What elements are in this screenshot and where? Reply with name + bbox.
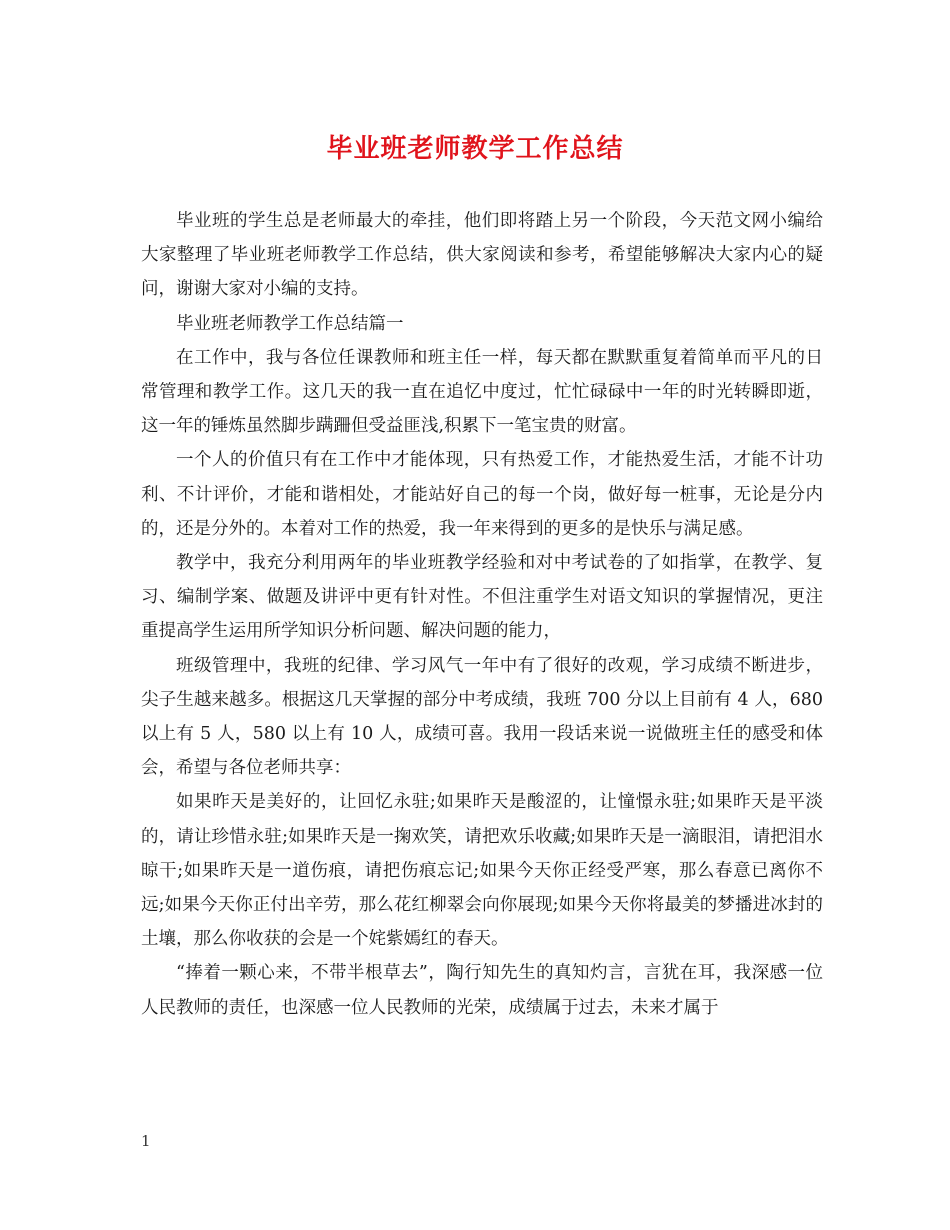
paragraph-intro: 毕业班的学生总是老师最大的牵挂，他们即将踏上另一个阶段，今天范文网小编给大家整理了毕业班老师教学工作总结，供大家阅读和参考，希望能够解决大家内心的疑问，谢谢大家对小编的支持。 bbox=[141, 211, 823, 300]
paragraph-class-management: 班级管理中，我班的纪律、学习风气一年中有了很好的改观，学习成绩不断进步，尖子生越来越多。根据这几天掌握的部分中考成绩，我班 700 分以上目前有 4 人，680 以上有 5 人，580 以上有 10 人，成绩可喜。我用一段话来说一说做班主任的感受和体会，希望与各位老师共享： bbox=[141, 655, 823, 779]
page-number: 1 bbox=[141, 1132, 151, 1150]
paragraph-value: 一个人的价值只有在工作中才能体现，只有热爱工作，才能热爱生活，才能不计功利、不计评价，才能和谐相处，才能站好自己的每一个岗，做好每一桩事，无论是分内的，还是分外的。本着对工作的热爱，我一年来得到的更多的是快乐与满足感。 bbox=[141, 450, 823, 539]
document-title: 毕业班老师教学工作总结 bbox=[326, 134, 624, 164]
paragraph-yesterday: 如果昨天是美好的，让回忆永驻;如果昨天是酸涩的，让憧憬永驻;如果昨天是平淡的，请让珍惜永驻;如果昨天是一掬欢笑，请把欢乐收藏;如果昨天是一滴眼泪，请把泪水晾干;如果昨天是一道伤痕，请把伤痕忘记;如果今天你正经受严寒，那么春意已离你不远;如果今天你正付出辛劳，那么花红柳翠会向你展现;如果今天你将最美的梦播进冰封的土壤，那么你收获的会是一个姹紫嫣红的春天。 bbox=[141, 792, 823, 950]
section-heading: 毕业班老师教学工作总结篇一 bbox=[176, 313, 404, 334]
paragraph-teaching: 教学中，我充分利用两年的毕业班教学经验和对中考试卷的了如指掌，在教学、复习、编制学案、做题及讲评中更有针对性。不但注重学生对语文知识的掌握情况，更注重提高学生运用所学知识分析问题、解决问题的能力， bbox=[141, 553, 823, 642]
paragraph-work: 在工作中，我与各位任课教师和班主任一样，每天都在默默重复着简单而平凡的日常管理和教学工作。这几天的我一直在追忆中度过，忙忙碌碌中一年的时光转瞬即逝，这一年的锤炼虽然脚步蹒跚但受益匪浅,积累下一笔宝贵的财富。 bbox=[141, 347, 823, 437]
paragraph-quote: “捧着一颗心来，不带半根草去”，陶行知先生的真知灼言，言犹在耳，我深感一位人民教师的责任，也深感一位人民教师的光荣，成绩属于过去，未来才属于 bbox=[141, 963, 823, 1018]
document-body bbox=[141, 204, 823, 1025]
